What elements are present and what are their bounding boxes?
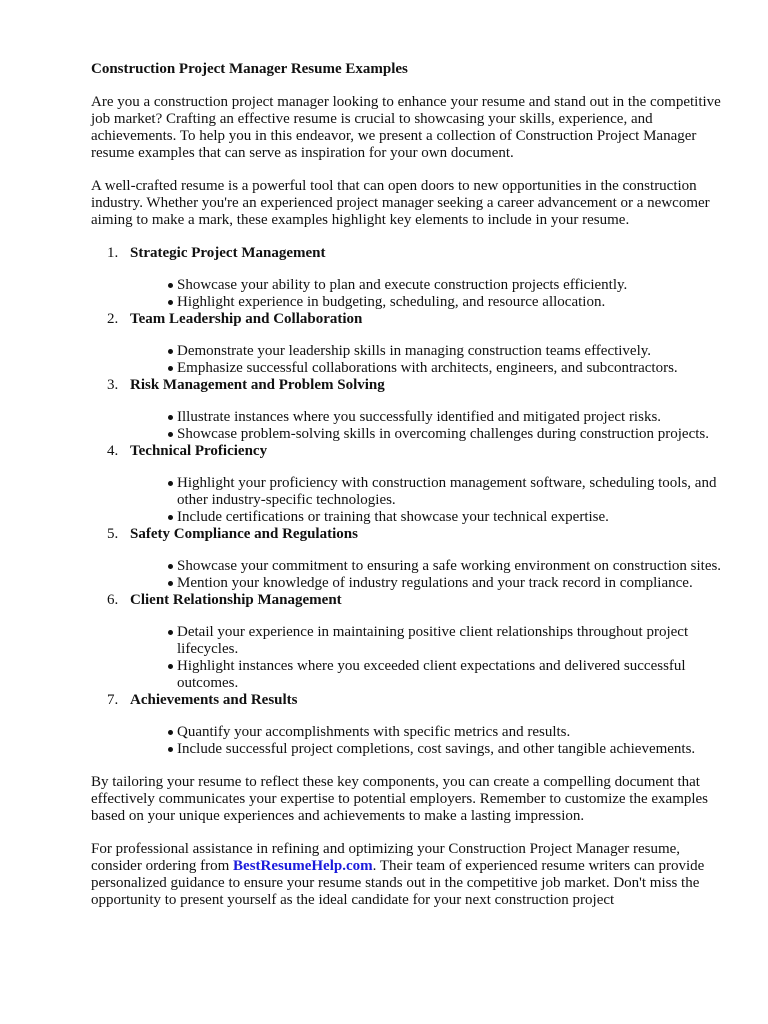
bullet-icon bbox=[168, 283, 173, 288]
bullet-text: Highlight experience in budgeting, scheduling, and resource allocation. bbox=[177, 294, 606, 310]
section-number: 1. bbox=[107, 245, 119, 261]
intro-paragraph-1: Are you a construction project manager looking to enhance your resume and stand out in the competitive job market? Crafting an effective resume is crucial to showcasing your skills, experience, and achievements. To help you in this endeavor, we present a collection of Construction Project Manager resume examples that can serve as inspiration for your own document. bbox=[91, 94, 721, 161]
section-client-relationship bbox=[91, 592, 731, 692]
section-technical-proficiency bbox=[91, 443, 731, 526]
document-page bbox=[91, 61, 731, 925]
bullet-icon bbox=[168, 300, 173, 305]
section-heading: Safety Compliance and Regulations bbox=[130, 526, 358, 542]
section-heading: Strategic Project Management bbox=[130, 245, 326, 261]
section-strategic-project-management bbox=[91, 245, 731, 311]
section-heading: Risk Management and Problem Solving bbox=[130, 377, 385, 393]
bullet-text: Quantify your accomplishments with specific metrics and results. bbox=[177, 724, 571, 740]
bullet-text: Highlight instances where you exceeded client expectations and delivered successful outcomes. bbox=[177, 658, 686, 691]
section-number: 4. bbox=[107, 443, 119, 459]
list-item bbox=[168, 360, 731, 377]
bullet-text: Detail your experience in maintaining positive client relationships throughout project lifecycles. bbox=[177, 624, 689, 657]
bullet-list bbox=[168, 475, 731, 526]
section-number: 5. bbox=[107, 526, 119, 542]
best-resume-help-link[interactable]: BestResumeHelp.com bbox=[233, 858, 373, 874]
bullet-list bbox=[168, 624, 731, 692]
bullet-text: Include certifications or training that showcase your technical expertise. bbox=[177, 509, 609, 525]
section-safety-compliance bbox=[91, 526, 731, 592]
key-elements-list bbox=[91, 245, 731, 758]
closing-paragraph: By tailoring your resume to reflect these key components, you can create a compelling document that effectively communicates your expertise to potential employers. Remember to customize the examples based on your unique experiences and achievements to make a lasting impression. bbox=[91, 774, 709, 824]
bullet-icon bbox=[168, 664, 173, 669]
list-item bbox=[168, 741, 731, 758]
section-team-leadership bbox=[91, 311, 731, 377]
intro-paragraph-2: A well-crafted resume is a powerful tool that can open doors to new opportunities in the construction industry. Whether you're an experienced project manager seeking a career advancement or a newcomer aiming to make a mark, these examples highlight key elements to include in your resume. bbox=[91, 178, 710, 228]
cta-text-after: . Their team of experienced resume writers can provide personalized guidance to ensure your resume stands out in the competitive job market. Don't miss the opportunity to present yourself as the ideal candidate for your next construction project bbox=[91, 858, 705, 908]
cta-text-before: For professional assistance in refining and optimizing your Construction Project Manager resume, consider ordering from bbox=[91, 841, 681, 874]
bullet-text: Emphasize successful collaborations with architects, engineers, and subcontractors. bbox=[177, 360, 678, 376]
section-heading: Team Leadership and Collaboration bbox=[130, 311, 363, 327]
bullet-text: Mention your knowledge of industry regulations and your track record in compliance. bbox=[177, 575, 693, 591]
section-number: 2. bbox=[107, 311, 119, 327]
bullet-icon bbox=[168, 747, 173, 752]
section-number: 6. bbox=[107, 592, 119, 608]
list-item bbox=[168, 558, 731, 575]
bullet-icon bbox=[168, 730, 173, 735]
list-item bbox=[168, 409, 731, 426]
bullet-list bbox=[168, 409, 731, 443]
section-heading: Client Relationship Management bbox=[130, 592, 342, 608]
bullet-icon bbox=[168, 366, 173, 371]
list-item bbox=[168, 475, 731, 509]
section-number: 7. bbox=[107, 692, 119, 708]
document-title: Construction Project Manager Resume Examples bbox=[91, 61, 408, 77]
bullet-list bbox=[168, 343, 731, 377]
list-item bbox=[168, 277, 731, 294]
section-risk-management bbox=[91, 377, 731, 443]
list-item bbox=[168, 724, 731, 741]
bullet-text: Demonstrate your leadership skills in managing construction teams effectively. bbox=[177, 343, 652, 359]
bullet-text: Illustrate instances where you successfully identified and mitigated project risks. bbox=[177, 409, 662, 425]
section-number: 3. bbox=[107, 377, 119, 393]
section-achievements bbox=[91, 692, 731, 758]
list-item bbox=[168, 575, 731, 592]
bullet-icon bbox=[168, 630, 173, 635]
list-item bbox=[168, 509, 731, 526]
section-heading: Achievements and Results bbox=[130, 692, 298, 708]
bullet-list bbox=[168, 277, 731, 311]
bullet-icon bbox=[168, 515, 173, 520]
bullet-text: Showcase your commitment to ensuring a safe working environment on construction sites. bbox=[177, 558, 722, 574]
cta-paragraph bbox=[91, 841, 731, 909]
bullet-icon bbox=[168, 564, 173, 569]
list-item bbox=[168, 624, 731, 658]
list-item bbox=[168, 294, 731, 311]
bullet-list bbox=[168, 558, 731, 592]
bullet-text: Showcase problem-solving skills in overcoming challenges during construction projects. bbox=[177, 426, 709, 442]
bullet-icon bbox=[168, 581, 173, 586]
bullet-icon bbox=[168, 432, 173, 437]
section-heading: Technical Proficiency bbox=[130, 443, 268, 459]
list-item bbox=[168, 426, 731, 443]
list-item bbox=[168, 658, 731, 692]
bullet-list bbox=[168, 724, 731, 758]
list-item bbox=[168, 343, 731, 360]
bullet-text: Highlight your proficiency with construction management software, scheduling tools, and other industry-specific technologies. bbox=[177, 475, 717, 508]
bullet-icon bbox=[168, 481, 173, 486]
bullet-text: Showcase your ability to plan and execute construction projects efficiently. bbox=[177, 277, 628, 293]
bullet-icon bbox=[168, 349, 173, 354]
bullet-icon bbox=[168, 415, 173, 420]
bullet-text: Include successful project completions, cost savings, and other tangible achievements. bbox=[177, 741, 696, 757]
